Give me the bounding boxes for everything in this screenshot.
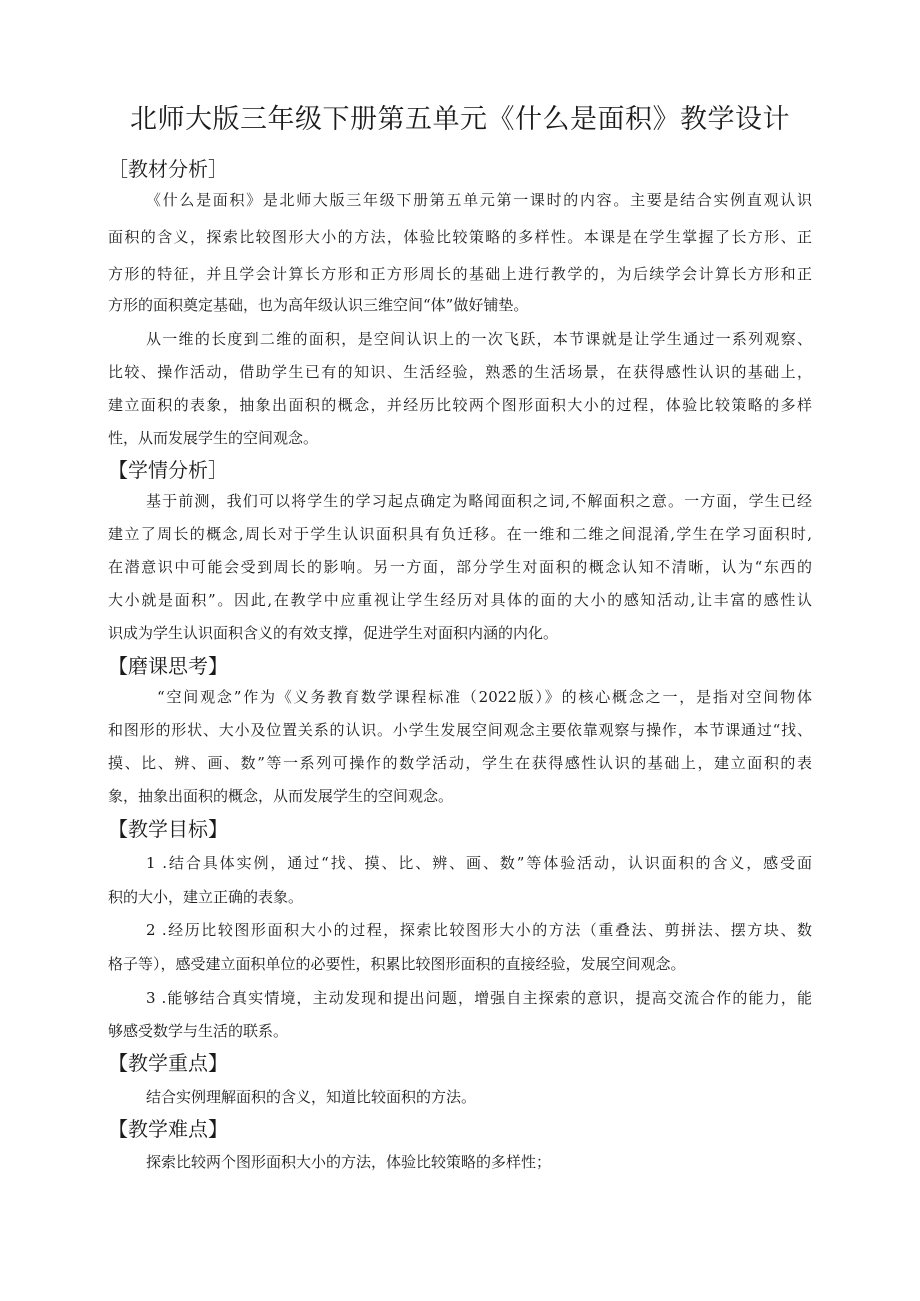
- paragraph-line: 《什么是面积》是北师大版三年级下册第五单元第一课时的内容。主要是结合实例直观认识: [146, 191, 812, 209]
- paragraph-line: 方形的面积奠定基础，也为高年级认识三维空间“体”做好铺垫。: [108, 296, 529, 314]
- goal-item-2: 2 .经历比较图形面积大小的过程，探索比较图形大小的方法（重叠法、剪拼法、摆方块、数: [146, 921, 812, 939]
- paragraph-line: 探索比较两个图形面积大小的方法，体验比较策略的多样性；: [146, 1153, 552, 1171]
- section-heading-lesson-reflection: 【磨课思考】: [108, 654, 228, 678]
- paragraph-line: 摸、比、辨、画、数”等一系列可操作的数学活动，学生在获得感性认识的基础上，建立面积的表: [108, 754, 812, 772]
- section-heading-learner-analysis: 【学情分析］: [108, 458, 228, 482]
- paragraph-line: 格子等），感受建立面积单位的必要性，积累比较图形面积的直接经验，发展空间观念。: [108, 955, 686, 973]
- section-heading-textbook-analysis: ［教材分析］: [108, 157, 228, 181]
- paragraph-line: 积的大小，建立正确的表象。: [108, 888, 304, 906]
- paragraph-line: 面积的含义，探索比较图形大小的方法，体验比较策略的多样性。本课是在学生掌握了长方形、正: [108, 228, 812, 246]
- paragraph-line: 从一维的长度到二维的面积，是空间认识上的一次飞跃，本节课就是让学生通过一系列观察、: [146, 330, 812, 348]
- paragraph-line: 方形的特征，并且学会计算长方形和正方形周长的基础上进行教学的，为后续学会计算长方形和正: [108, 265, 812, 283]
- section-heading-key-points: 【教学重点】: [108, 1051, 228, 1075]
- document-title: 北师大版三年级下册第五单元《什么是面积》教学设计: [130, 104, 790, 135]
- paragraph-line: 建立了周长的概念,周长对于学生认识面积具有负迁移。在一维和二维之间混淆,学生在学习面积时,: [108, 525, 812, 543]
- paragraph-line: 在潜意识中可能会受到周长的影响。另一方面，部分学生对面积的概念认知不清晰，认为“东西的: [108, 558, 812, 576]
- section-heading-difficult-points: 【教学难点】: [108, 1117, 228, 1141]
- paragraph-line: 性，从而发展学生的空间观念。: [108, 429, 319, 447]
- goal-item-1: 1 .结合具体实例，通过“找、摸、比、辨、画、数”等体验活动，认识面积的含义，感受面: [146, 854, 812, 872]
- paragraph-line: 象，抽象出面积的概念，从而发展学生的空间观念。: [108, 787, 454, 805]
- paragraph-line: 识成为学生认识面积含义的有效支撑，促进学生对面积内涵的内化。: [108, 624, 559, 642]
- paragraph-line: 够感受数学与生活的联系。: [108, 1022, 289, 1040]
- paragraph-line: 建立面积的表象，抽象出面积的概念，并经历比较两个图形面积大小的过程，体验比较策略的多样: [108, 396, 812, 414]
- paragraph-line: 基于前测，我们可以将学生的学习起点确定为略闻面积之词,不解面积之意。一方面，学生已经: [146, 492, 812, 510]
- goal-item-3: 3 .能够结合真实情境，主动发现和提出问题，增强自主探索的意识，提高交流合作的能力，能: [146, 989, 812, 1007]
- paragraph-line: 大小就是面积”。因此,在教学中应重视让学生经历对具体的面的大小的感知活动,让丰富的感性认: [108, 591, 812, 609]
- paragraph-line: 和图形的形状、大小及位置关系的认识。小学生发展空间观念主要依靠观察与操作，本节课通过“找、: [108, 721, 812, 739]
- section-heading-teaching-goals: 【教学目标】: [108, 817, 228, 841]
- paragraph-line: 比较、操作活动，借助学生已有的知识、生活经验，熟悉的生活场景，在获得感性认识的基础上，: [108, 363, 812, 381]
- paragraph-line: 结合实例理解面积的含义，知道比较面积的方法。: [146, 1088, 477, 1106]
- paragraph-line: “空间观念”作为《义务教育数学课程标准（2022版）》的核心概念之一，是指对空间物体: [157, 688, 812, 706]
